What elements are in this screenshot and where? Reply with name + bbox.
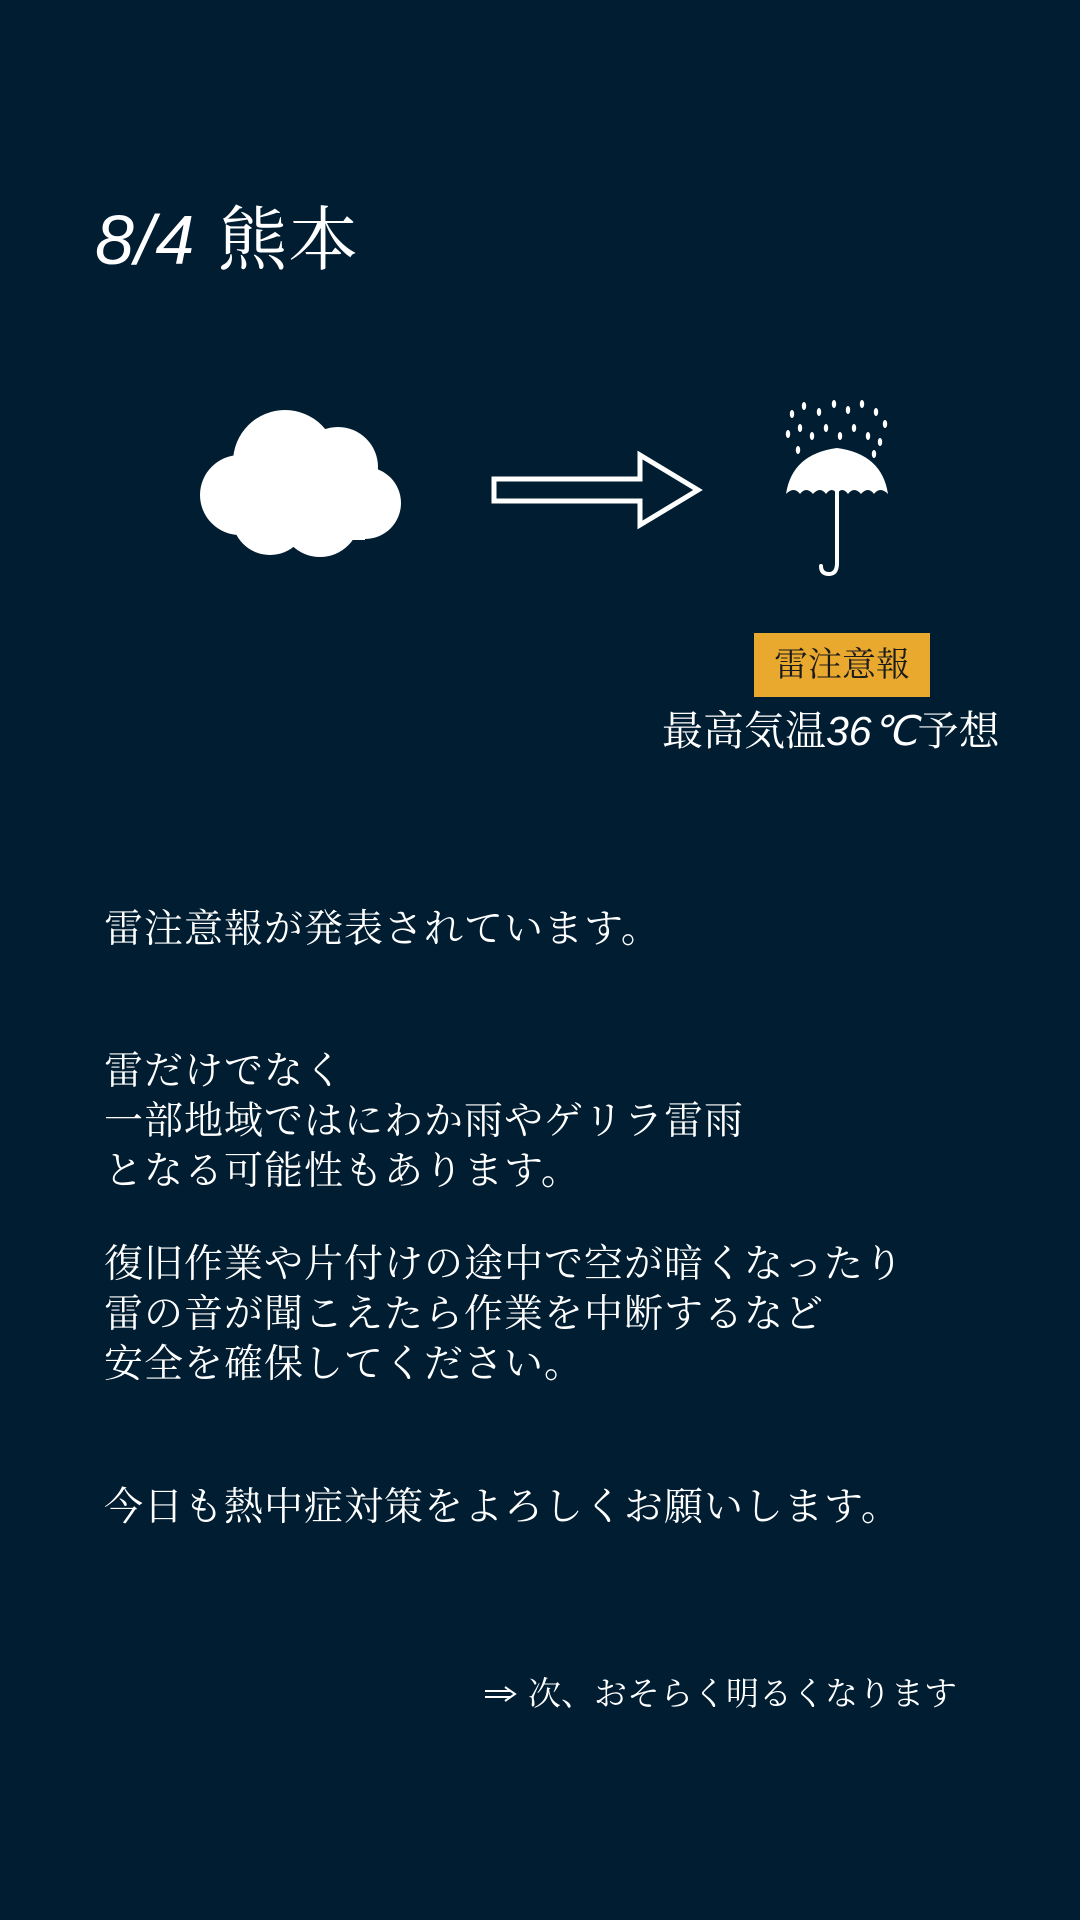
message-line: 復旧作業や片付けの途中で空が暗くなったり bbox=[104, 1242, 905, 1287]
page-title bbox=[95, 199, 360, 281]
message-line: 雷の音が聞こえたら作業を中断するなど bbox=[104, 1292, 825, 1337]
message-paragraph-4 bbox=[104, 1483, 901, 1533]
double-arrow-icon bbox=[484, 1684, 518, 1704]
message-line: 一部地域ではにわか雨やゲリラ雷雨 bbox=[104, 1099, 745, 1144]
message-line: 雷だけでなく bbox=[104, 1049, 345, 1094]
warning-badge: 雷注意報 bbox=[754, 633, 930, 697]
cloud-icon bbox=[190, 405, 410, 560]
message-paragraph-2 bbox=[104, 1047, 744, 1197]
date-label: 8/4 bbox=[95, 201, 196, 279]
next-slide-link[interactable] bbox=[484, 1672, 957, 1716]
message-line: となる可能性もあります。 bbox=[104, 1149, 581, 1194]
message-line: 今日も熱中症対策をよろしくお願いします。 bbox=[104, 1485, 901, 1530]
message-paragraph-3 bbox=[104, 1240, 904, 1390]
temp-value: 36℃ bbox=[826, 708, 918, 754]
right-arrow-icon bbox=[490, 450, 704, 530]
message-paragraph-1 bbox=[104, 905, 661, 955]
temperature-forecast bbox=[662, 705, 1000, 757]
temp-suffix: 予想 bbox=[917, 707, 1000, 755]
next-slide-label: 次、おそらく明るくなります bbox=[528, 1674, 957, 1713]
message-line: 安全を確保してください。 bbox=[104, 1342, 585, 1387]
message-line: 雷注意報が発表されています。 bbox=[104, 907, 661, 952]
temp-prefix: 最高気温 bbox=[662, 707, 826, 755]
city-label: 熊本 bbox=[217, 199, 360, 281]
umbrella-rain-icon bbox=[782, 398, 892, 578]
